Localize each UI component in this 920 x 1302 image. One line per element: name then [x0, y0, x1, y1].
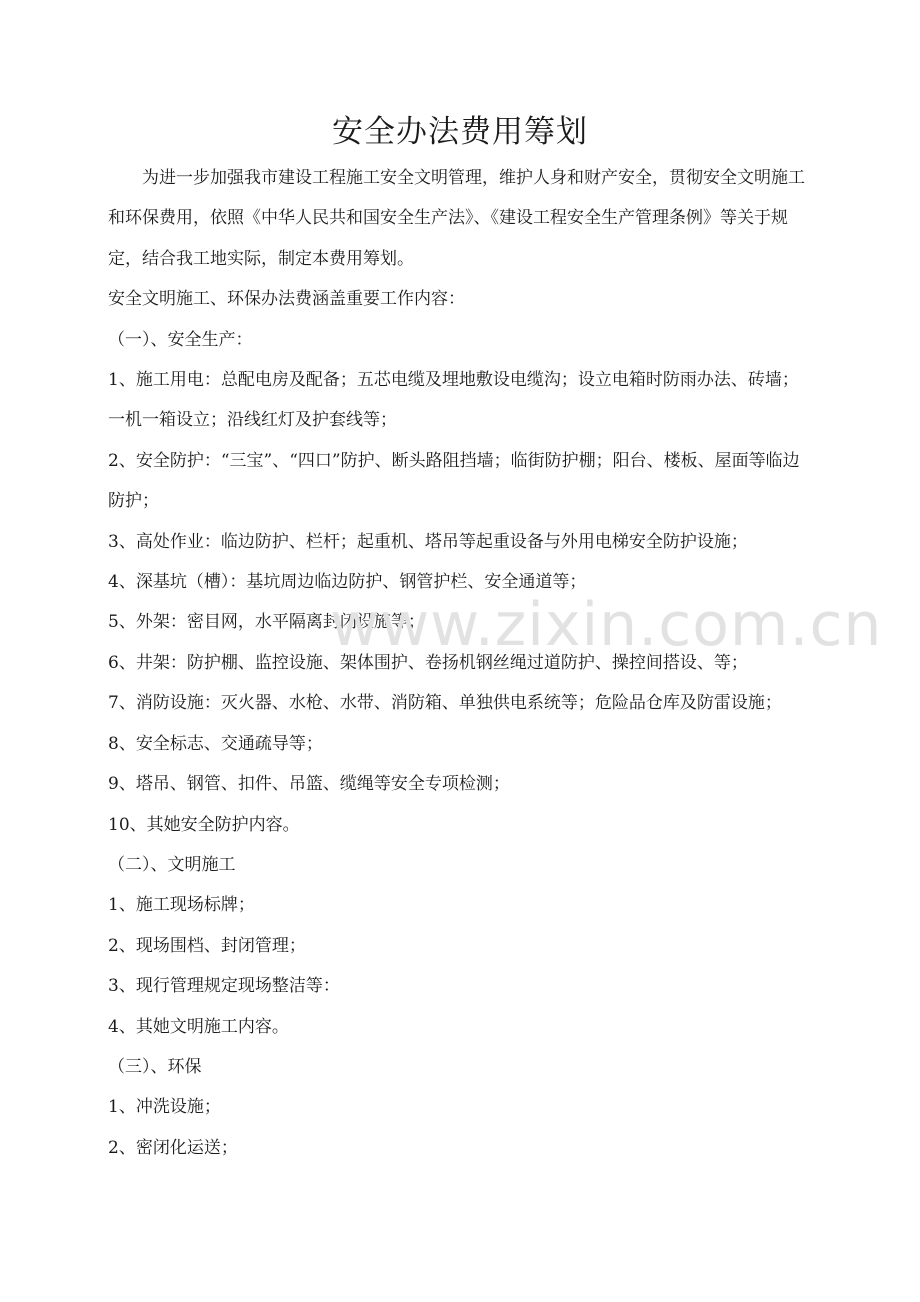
document-title: 安全办法费用筹划 [332, 114, 588, 150]
list-item: 2、安全防护：“三宝”、“四口”防护、断头路阻挡墙；临街防护棚；阳台、楼板、屋面等临边防护； [108, 450, 800, 512]
list-item: 10、其她安全防护内容。 [108, 814, 300, 835]
list-item: 5、外架：密目网，水平隔离封闭设施等； [108, 612, 425, 633]
intro-paragraph: 为进一步加强我市建设工程施工安全文明管理，维护人身和财产安全，贯彻安全文明施工和环保费用，依照《中华人民共和国安全生产法》、《建设工程安全生产管理条例》等关于规定，结合我工地实际，制定本费用筹划。 [108, 168, 805, 269]
list-item: 2、现场围档、封闭管理； [108, 935, 306, 956]
document-body [108, 158, 813, 1168]
list-item: 9、塔吊、钢管、扣件、吊篮、缆绳等安全专项检测； [108, 774, 510, 795]
section-heading-safety: （一）、安全生产： [108, 329, 253, 350]
section-heading-environment: （三）、环保 [108, 1056, 202, 1077]
list-item: 1、冲洗设施； [108, 1097, 221, 1118]
watermark: www.zixin.com.cn [330, 590, 883, 660]
list-item: 6、井架：防护棚、监控设施、架体围护、卷扬机钢丝绳过道防护、操控间搭设、等； [108, 652, 748, 673]
list-item: 7、消防设施：灭火器、水枪、水带、消防箱、单独供电系统等；危险品仓库及防雷设施； [108, 693, 782, 714]
scope-heading: 安全文明施工、环保办法费涵盖重要工作内容： [108, 289, 465, 310]
list-item: 3、现行管理规定现场整洁等： [108, 976, 340, 997]
list-item: 3、高处作业：临边防护、栏杆；起重机、塔吊等起重设备与外用电梯安全防护设施； [108, 531, 748, 552]
list-item: 2、密闭化运送； [108, 1137, 238, 1158]
list-item: 4、深基坑（槽）：基坑周边临边防护、钢管护栏、安全通道等； [108, 572, 587, 593]
list-item: 1、施工用电：总配电房及配备；五芯电缆及埋地敷设电缆沟；设立电箱时防雨办法、砖墙；一机一箱设立；沿线红灯及护套线等； [108, 370, 799, 431]
section-heading-civilized: （二）、文明施工 [108, 854, 236, 875]
list-item: 8、安全标志、交通疏导等； [108, 733, 323, 754]
list-item: 1、施工现场标牌； [108, 895, 255, 916]
list-item: 4、其她文明施工内容。 [108, 1016, 289, 1037]
